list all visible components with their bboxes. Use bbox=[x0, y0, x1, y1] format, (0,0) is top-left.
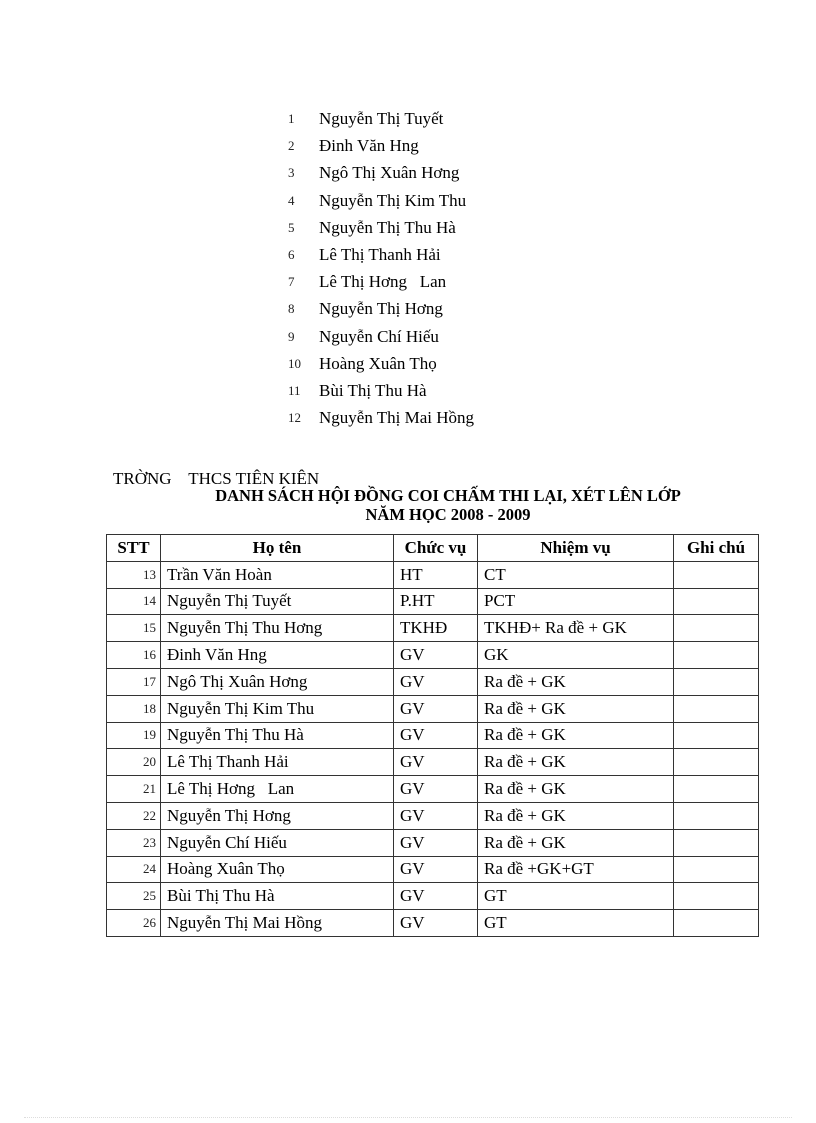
duty-cell: Ra đề + GK bbox=[478, 722, 674, 749]
numbered-name-list bbox=[286, 105, 474, 431]
name-cell: Nguyễn Thị Hơng bbox=[161, 802, 394, 829]
list-item bbox=[286, 377, 474, 404]
list-item-number: 9 bbox=[288, 328, 295, 344]
note-cell bbox=[674, 856, 759, 883]
role-cell: GV bbox=[394, 883, 478, 910]
list-item-number: 4 bbox=[288, 192, 295, 208]
table-row bbox=[107, 561, 759, 588]
table-body bbox=[107, 561, 759, 936]
table-row bbox=[107, 668, 759, 695]
name-cell: Ngô Thị Xuân Hơng bbox=[161, 668, 394, 695]
list-item-number: 7 bbox=[288, 274, 295, 290]
role-cell: GV bbox=[394, 802, 478, 829]
list-item-number: 5 bbox=[288, 219, 295, 235]
list-item-name: Nguyễn Thị Tuyết bbox=[319, 109, 444, 128]
council-table bbox=[106, 534, 759, 937]
school-year: NĂM HỌC 2008 - 2009 bbox=[365, 505, 531, 524]
name-cell: Đinh Văn Hng bbox=[161, 642, 394, 669]
list-item-number: 8 bbox=[288, 301, 295, 317]
list-item bbox=[286, 350, 474, 377]
stt-cell: 17 bbox=[107, 668, 161, 695]
list-item bbox=[286, 268, 474, 295]
name-cell: Nguyễn Thị Tuyết bbox=[161, 588, 394, 615]
list-item-name: Ngô Thị Xuân Hơng bbox=[319, 163, 460, 183]
role-cell: GV bbox=[394, 856, 478, 883]
column-header-name: Họ tên bbox=[161, 535, 394, 562]
stt-cell: 14 bbox=[107, 588, 161, 615]
column-header-role: Chức vụ bbox=[394, 535, 478, 562]
name-cell: Nguyễn Thị Kim Thu bbox=[161, 695, 394, 722]
list-item-number: 10 bbox=[288, 355, 301, 371]
note-cell bbox=[674, 642, 759, 669]
column-header-stt: STT bbox=[107, 535, 161, 562]
list-item-name: Lê Thị Hơng Lan bbox=[319, 272, 447, 292]
duty-cell: Ra đề + GK bbox=[478, 802, 674, 829]
stt-cell: 23 bbox=[107, 829, 161, 856]
stt-cell: 19 bbox=[107, 722, 161, 749]
list-item bbox=[286, 214, 474, 241]
name-cell: Nguyễn Chí Hiếu bbox=[161, 829, 394, 856]
stt-cell: 21 bbox=[107, 776, 161, 803]
duty-cell: Ra đề + GK bbox=[478, 829, 674, 856]
note-cell bbox=[674, 749, 759, 776]
note-cell bbox=[674, 802, 759, 829]
column-header-duty: Nhiệm vụ bbox=[478, 535, 674, 562]
list-item bbox=[286, 241, 474, 268]
table-row bbox=[107, 883, 759, 910]
note-cell bbox=[674, 722, 759, 749]
list-item-number: 12 bbox=[288, 410, 301, 426]
role-cell: TKHĐ bbox=[394, 615, 478, 642]
list-item-name: Nguyễn Thị Kim Thu bbox=[319, 190, 467, 210]
document-title: DANH SÁCH HỘI ĐỒNG COI CHẤM THI LẠI, XÉT LÊN LỚP bbox=[215, 486, 681, 505]
note-cell bbox=[674, 668, 759, 695]
role-cell: P.HT bbox=[394, 588, 478, 615]
list-item-number: 1 bbox=[288, 111, 295, 126]
stt-cell: 22 bbox=[107, 802, 161, 829]
note-cell bbox=[674, 695, 759, 722]
role-cell: HT bbox=[394, 561, 478, 588]
list-item-number: 11 bbox=[288, 382, 301, 398]
table-row bbox=[107, 856, 759, 883]
school-name: TRỜNG THCS TIÊN KIÊN bbox=[113, 469, 320, 488]
duty-cell: Ra đề + GK bbox=[478, 776, 674, 803]
name-cell: Trần Văn Hoàn bbox=[161, 561, 394, 588]
table-row bbox=[107, 829, 759, 856]
table-row bbox=[107, 722, 759, 749]
name-cell: Lê Thị Hơng Lan bbox=[161, 776, 394, 803]
role-cell: GV bbox=[394, 668, 478, 695]
name-cell: Nguyễn Thị Mai Hồng bbox=[161, 910, 394, 937]
role-cell: GV bbox=[394, 829, 478, 856]
role-cell: GV bbox=[394, 722, 478, 749]
duty-cell: TKHĐ+ Ra đề + GK bbox=[478, 615, 674, 642]
list-item bbox=[286, 404, 474, 431]
duty-cell: Ra đề +GK+GT bbox=[478, 856, 674, 883]
list-item bbox=[286, 295, 474, 322]
table-row bbox=[107, 776, 759, 803]
list-item bbox=[286, 323, 474, 350]
role-cell: GV bbox=[394, 642, 478, 669]
note-cell bbox=[674, 829, 759, 856]
list-item bbox=[286, 105, 474, 132]
list-item-number: 2 bbox=[288, 138, 295, 154]
list-item-number: 3 bbox=[288, 165, 295, 181]
stt-cell: 24 bbox=[107, 856, 161, 883]
stt-cell: 26 bbox=[107, 910, 161, 937]
note-cell bbox=[674, 588, 759, 615]
note-cell bbox=[674, 776, 759, 803]
name-cell: Bùi Thị Thu Hà bbox=[161, 883, 394, 910]
column-header-note: Ghi chú bbox=[674, 535, 759, 562]
list-item bbox=[286, 187, 474, 214]
table-row bbox=[107, 802, 759, 829]
name-cell: Lê Thị Thanh Hải bbox=[161, 749, 394, 776]
duty-cell: CT bbox=[478, 561, 674, 588]
list-item-name: Lê Thị Thanh Hải bbox=[319, 244, 441, 264]
duty-cell: PCT bbox=[478, 588, 674, 615]
list-item bbox=[286, 132, 474, 159]
table-header-row bbox=[107, 535, 759, 562]
page-bottom-rule bbox=[24, 1117, 792, 1118]
stt-cell: 25 bbox=[107, 883, 161, 910]
list-item-number: 6 bbox=[288, 246, 295, 262]
list-item-name: Nguyễn Thị Hơng bbox=[319, 299, 443, 319]
stt-cell: 13 bbox=[107, 561, 161, 588]
name-cell: Nguyễn Thị Thu Hà bbox=[161, 722, 394, 749]
duty-cell: Ra đề + GK bbox=[478, 695, 674, 722]
duty-cell: GT bbox=[478, 883, 674, 910]
stt-cell: 18 bbox=[107, 695, 161, 722]
duty-cell: GK bbox=[478, 642, 674, 669]
duty-cell: Ra đề + GK bbox=[478, 749, 674, 776]
name-cell: Nguyễn Thị Thu Hơng bbox=[161, 615, 394, 642]
list-item bbox=[286, 159, 474, 186]
note-cell bbox=[674, 615, 759, 642]
table-row bbox=[107, 910, 759, 937]
duty-cell: Ra đề + GK bbox=[478, 668, 674, 695]
list-item-name: Bùi Thị Thu Hà bbox=[319, 380, 427, 400]
table-row bbox=[107, 588, 759, 615]
name-cell: Hoàng Xuân Thọ bbox=[161, 856, 394, 883]
note-cell bbox=[674, 561, 759, 588]
list-item-name: Nguyễn Thị Thu Hà bbox=[319, 217, 456, 237]
stt-cell: 15 bbox=[107, 615, 161, 642]
table-row bbox=[107, 695, 759, 722]
stt-cell: 16 bbox=[107, 642, 161, 669]
list-item-name: Nguyễn Thị Mai Hồng bbox=[319, 408, 475, 428]
duty-cell: GT bbox=[478, 910, 674, 937]
role-cell: GV bbox=[394, 695, 478, 722]
role-cell: GV bbox=[394, 749, 478, 776]
list-item-name: Hoàng Xuân Thọ bbox=[319, 353, 437, 373]
table-row bbox=[107, 615, 759, 642]
stt-cell: 20 bbox=[107, 749, 161, 776]
table-row bbox=[107, 642, 759, 669]
note-cell bbox=[674, 883, 759, 910]
role-cell: GV bbox=[394, 776, 478, 803]
table-row bbox=[107, 749, 759, 776]
note-cell bbox=[674, 910, 759, 937]
role-cell: GV bbox=[394, 910, 478, 937]
list-item-name: Đinh Văn Hng bbox=[319, 136, 419, 156]
list-item-name: Nguyễn Chí Hiếu bbox=[319, 326, 439, 346]
